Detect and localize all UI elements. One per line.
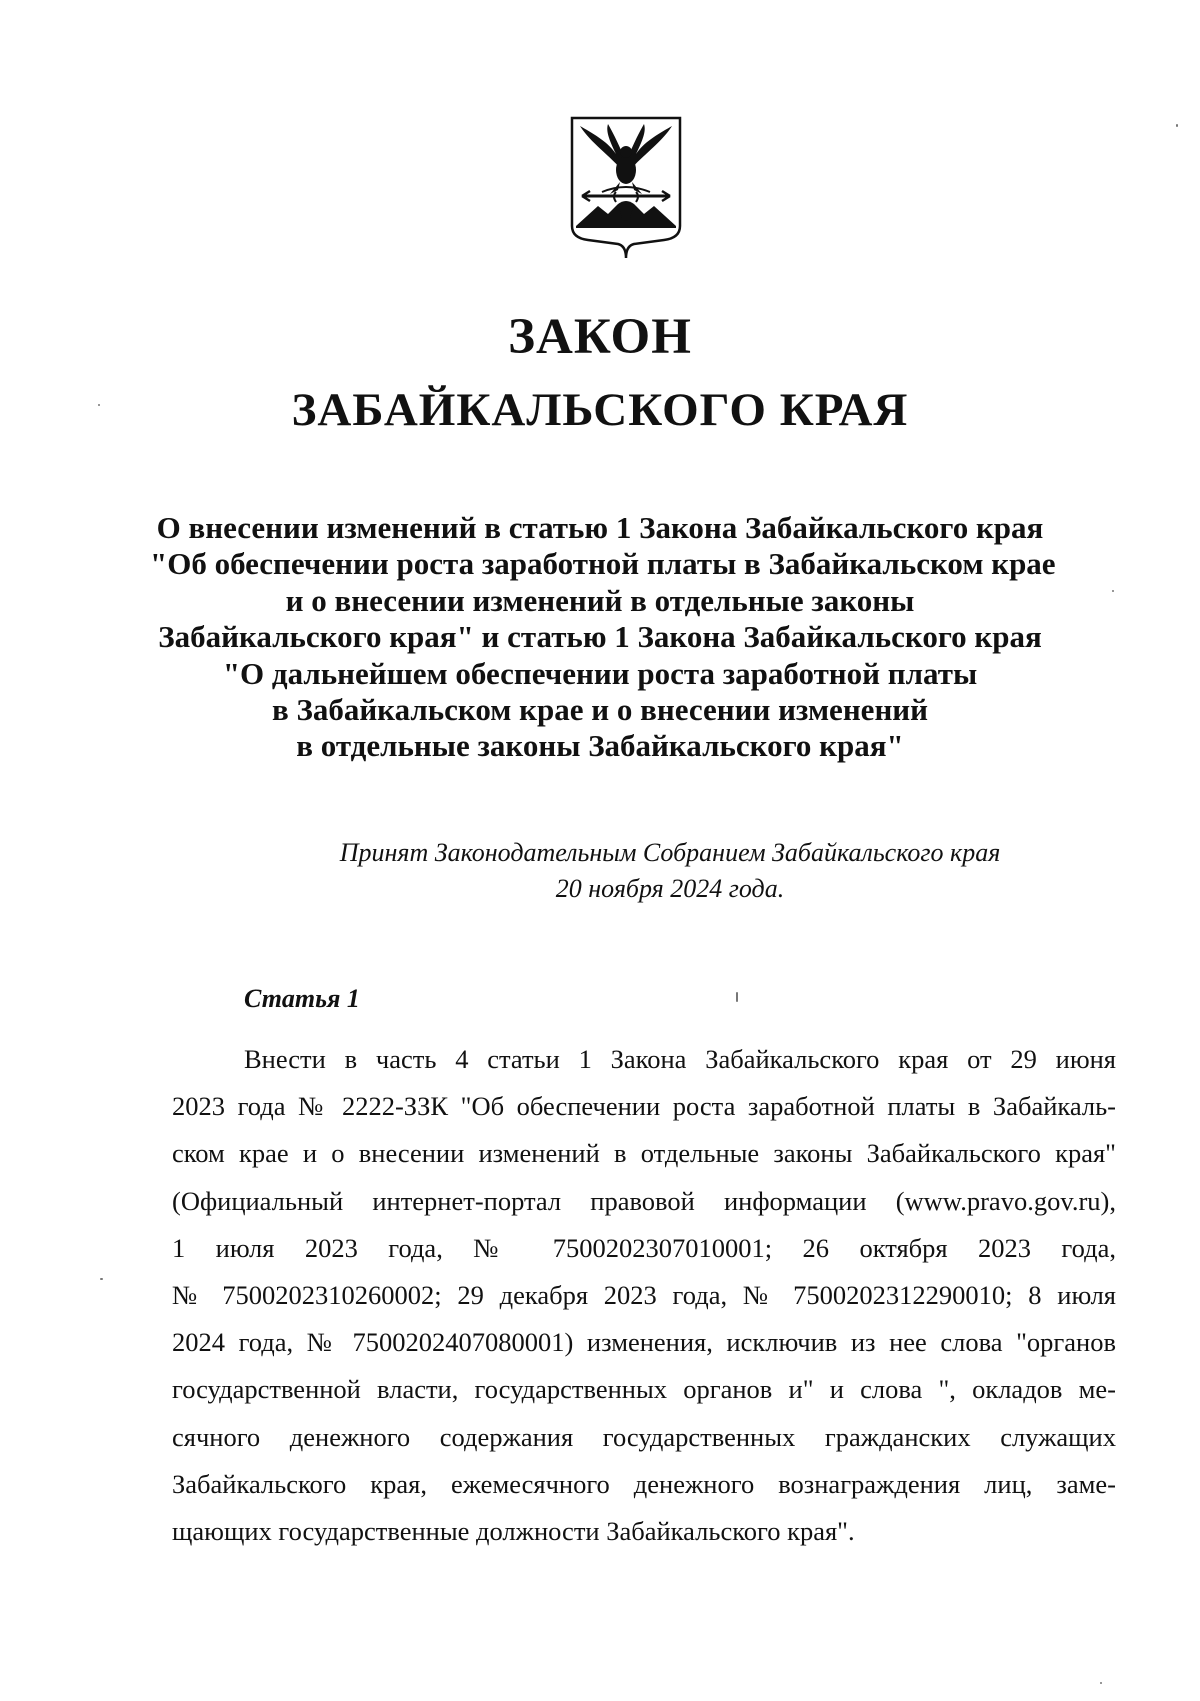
article-line: Забайкальского края, ежемесячного денежного вознаграждения лиц, заме- xyxy=(172,1468,1116,1499)
article-line: сячного денежного содержания государственных гражданских служащих xyxy=(172,1421,1116,1452)
adoption-note xyxy=(180,835,1160,907)
subject-line: и о внесении изменений в отдельные законы xyxy=(285,582,915,618)
subject-line: "О дальнейшем обеспечении роста заработной платы xyxy=(222,655,978,691)
subject-line: в отдельные законы Забайкальского края" xyxy=(296,728,904,764)
article-line: щающих государственные должности Забайкальского края". xyxy=(172,1515,855,1546)
scan-speck xyxy=(1112,590,1114,592)
subject-line: Забайкальского края" и статью 1 Закона Забайкальского края xyxy=(158,619,1042,655)
scan-speck xyxy=(98,404,100,406)
article-line: Внести в часть 4 статьи 1 Закона Забайкальского края от 29 июня xyxy=(244,1044,1116,1074)
article-line: ском крае и о внесении изменений в отдельные законы Забайкальского края" xyxy=(172,1138,1116,1169)
law-title: ЗАКОН xyxy=(508,309,692,365)
subject-line: О внесении изменений в статью 1 Закона Забайкальского края xyxy=(156,510,1044,545)
article-line: (Официальный интернет-портал правовой информации (www.pravo.gov.ru), xyxy=(172,1185,1116,1216)
article-heading: Статья 1 xyxy=(244,984,360,1013)
scan-speck xyxy=(1100,1682,1102,1684)
subject-line: в Забайкальском крае и о внесении изменений xyxy=(271,692,929,728)
law-region-title: ЗАБАЙКАЛЬСКОГО КРАЯ xyxy=(291,384,909,436)
adoption-line: Принят Законодательным Собранием Забайкальского края xyxy=(339,838,1001,867)
article-line: № 7500202310260002; 29 декабря 2023 года, № 7500202312290010; 8 июля xyxy=(172,1279,1116,1310)
article-line: 1 июля 2023 года, № 7500202307010001; 26 октября 2023 года, xyxy=(172,1232,1116,1263)
article-line: государственной власти, государственных органов и" и слова ", окладов ме- xyxy=(172,1374,1116,1405)
subject-line: "Об обеспечении роста заработной платы в Забайкальском крае xyxy=(150,546,1056,582)
coat-of-arms-icon xyxy=(568,114,684,264)
law-subject xyxy=(150,510,1056,765)
adoption-date: 20 ноября 2024 года. xyxy=(555,874,785,903)
scan-speck xyxy=(736,992,738,1002)
article-line: 2023 года № 2222-ЗЗК "Об обеспечении роста заработной платы в Забайкаль- xyxy=(172,1091,1116,1122)
article-line: 2024 года, № 7500202407080001) изменения, исключив из нее слова "органов xyxy=(172,1327,1116,1358)
article-body xyxy=(172,1036,1116,1555)
scan-speck xyxy=(100,1278,103,1280)
scan-speck xyxy=(1176,124,1178,127)
